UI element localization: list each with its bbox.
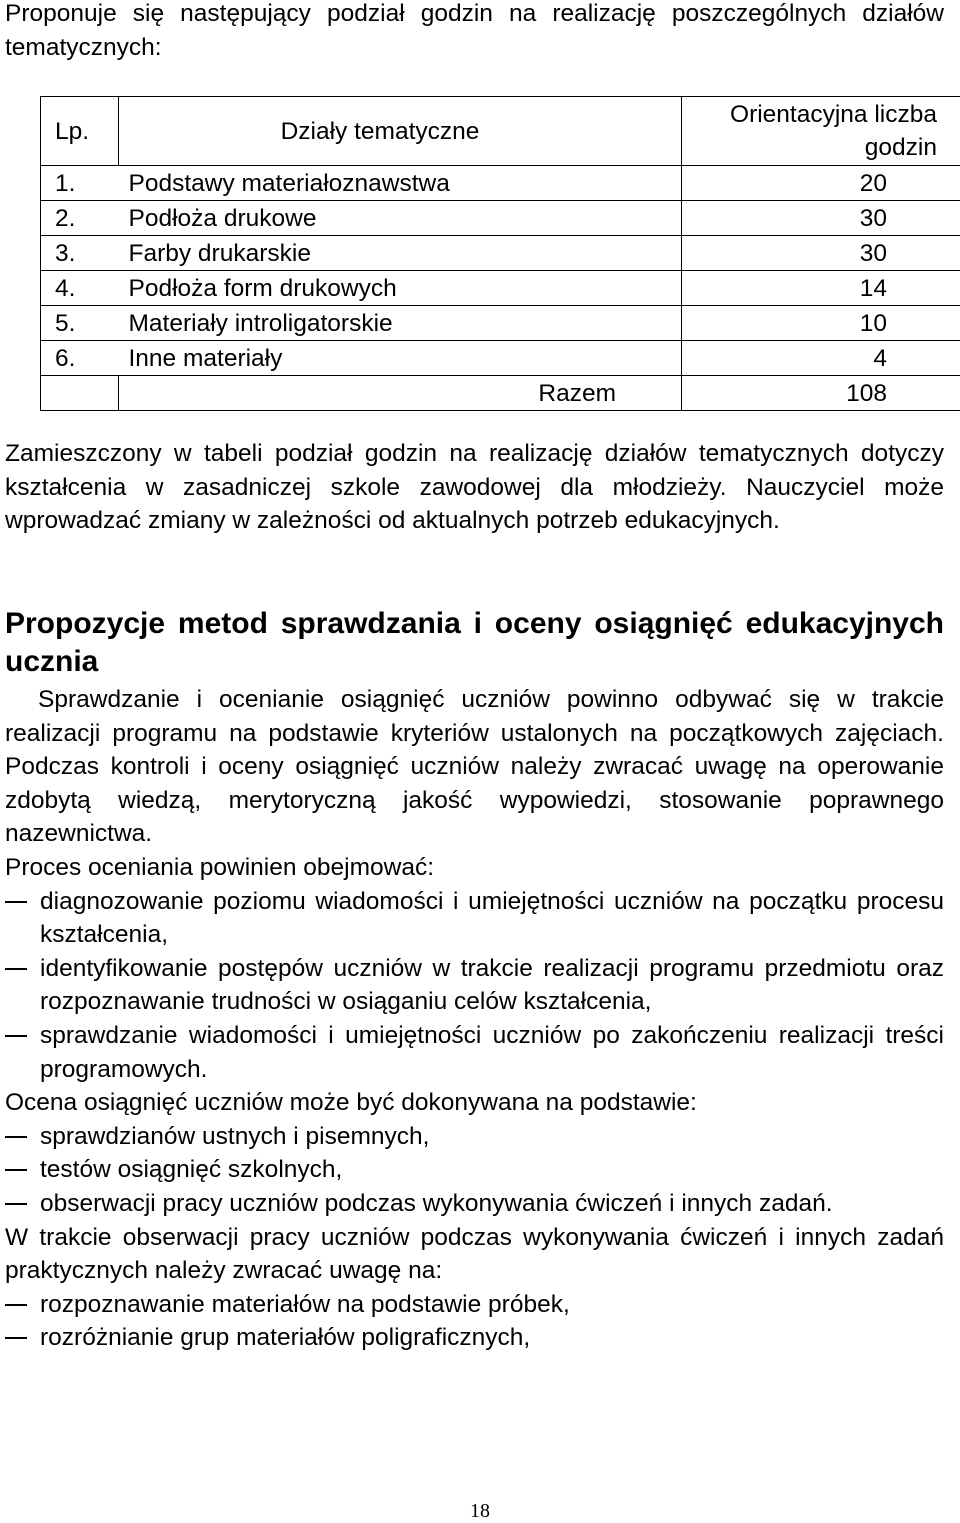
list-item: [5, 1019, 944, 1086]
total-label: Razem: [119, 376, 682, 411]
row-topic: Inne materiały: [119, 341, 682, 376]
intro-paragraph: Proponuje się następujący podział godzin na realizację poszczególnych działów tematycznych:: [5, 0, 944, 64]
row-topic: Materiały introligatorskie: [119, 306, 682, 341]
table-row: [41, 271, 960, 306]
row-hours: 30: [682, 236, 960, 271]
row-topic: Farby drukarskie: [119, 236, 682, 271]
total-hours: 108: [682, 376, 960, 411]
row-lp: 3.: [41, 236, 119, 271]
header-topic: Działy tematyczne: [119, 97, 682, 166]
row-lp: 2.: [41, 201, 119, 236]
row-hours: 30: [682, 201, 960, 236]
list-item-text: diagnozowanie poziomu wiadomości i umiejętności uczniów na początku procesu kształcenia,: [40, 888, 944, 949]
row-lp: 1.: [41, 166, 119, 201]
table-row: [41, 236, 960, 271]
observation-list: [5, 1288, 944, 1355]
table-total-row: [41, 376, 960, 411]
row-lp: 6.: [41, 341, 119, 376]
row-hours: 4: [682, 341, 960, 376]
header-hours: Orientacyjna liczba godzin: [682, 97, 960, 166]
note-paragraph: Zamieszczony w tabeli podział godzin na realizację działów tematycznych dotyczy kształcenia w zasadniczej szkole zawodowej dla młodzieży. Nauczyciel może wprowadzać zmiany w zależności od aktualnych potrzeb edukacyjnych.: [5, 437, 944, 538]
process-list: [5, 885, 944, 1087]
basis-list: [5, 1120, 944, 1221]
dash-bullet-icon: [5, 1136, 27, 1138]
observation-intro: W trakcie obserwacji pracy uczniów podczas wykonywania ćwiczeń i innych zadań praktycznych należy zwracać uwagę na:: [5, 1221, 944, 1288]
table-row: [41, 341, 960, 376]
row-hours: 10: [682, 306, 960, 341]
list-item-text: rozpoznawanie materiałów na podstawie próbek,: [40, 1291, 570, 1318]
header-lp: Lp.: [41, 97, 119, 166]
row-topic: Podłoża form drukowych: [119, 271, 682, 306]
row-hours: 14: [682, 271, 960, 306]
section-heading: Propozycje metod sprawdzania i oceny osiągnięć edukacyjnych ucznia: [5, 605, 944, 681]
assessment-section: [5, 683, 944, 1355]
list-item-text: testów osiągnięć szkolnych,: [40, 1156, 342, 1183]
dash-bullet-icon: [5, 1203, 27, 1205]
list-item: [5, 1120, 944, 1154]
list-item-text: rozróżnianie grup materiałów poligraficznych,: [40, 1324, 530, 1351]
table-row: [41, 166, 960, 201]
row-hours: 20: [682, 166, 960, 201]
row-lp: 5.: [41, 306, 119, 341]
list-item: [5, 1153, 944, 1187]
table-row: [41, 306, 960, 341]
dash-bullet-icon: [5, 1337, 27, 1339]
dash-bullet-icon: [5, 1035, 27, 1037]
list-item: [5, 952, 944, 1019]
list-item-text: identyfikowanie postępów uczniów w trakcie realizacji programu przedmiotu oraz rozpoznawanie trudności w osiąganiu celów kształcenia,: [40, 955, 944, 1016]
dash-bullet-icon: [5, 1169, 27, 1171]
row-topic: Podstawy materiałoznawstwa: [119, 166, 682, 201]
process-intro: Proces oceniania powinien obejmować:: [5, 851, 944, 885]
dash-bullet-icon: [5, 901, 27, 903]
assessment-paragraph: Sprawdzanie i ocenianie osiągnięć uczniów powinno odbywać się w trakcie realizacji programu na podstawie kryteriów ustalonych na początkowych zajęciach. Podczas kontroli i oceny osiągnięć uczniów należy zwracać uwagę na operowanie zdobytą wiedzą, merytoryczną jakość wypowiedzi, stosowanie poprawnego nazewnictwa.: [5, 683, 944, 851]
list-item-text: sprawdzanie wiadomości i umiejętności uczniów po zakończeniu realizacji treści programowych.: [40, 1022, 944, 1083]
dash-bullet-icon: [5, 968, 27, 970]
row-topic: Podłoża drukowe: [119, 201, 682, 236]
hours-table: [40, 96, 960, 411]
list-item: [5, 1321, 944, 1355]
list-item: [5, 1187, 944, 1221]
basis-intro: Ocena osiągnięć uczniów może być dokonywana na podstawie:: [5, 1086, 944, 1120]
table-row: [41, 201, 960, 236]
dash-bullet-icon: [5, 1304, 27, 1306]
page-number: 18: [0, 1500, 960, 1523]
list-item-text: sprawdzianów ustnych i pisemnych,: [40, 1123, 429, 1150]
row-lp: 4.: [41, 271, 119, 306]
list-item: [5, 885, 944, 952]
list-item: [5, 1288, 944, 1322]
total-empty-cell: [41, 376, 119, 411]
list-item-text: obserwacji pracy uczniów podczas wykonywania ćwiczeń i innych zadań.: [40, 1190, 833, 1217]
table-header-row: [41, 97, 960, 166]
